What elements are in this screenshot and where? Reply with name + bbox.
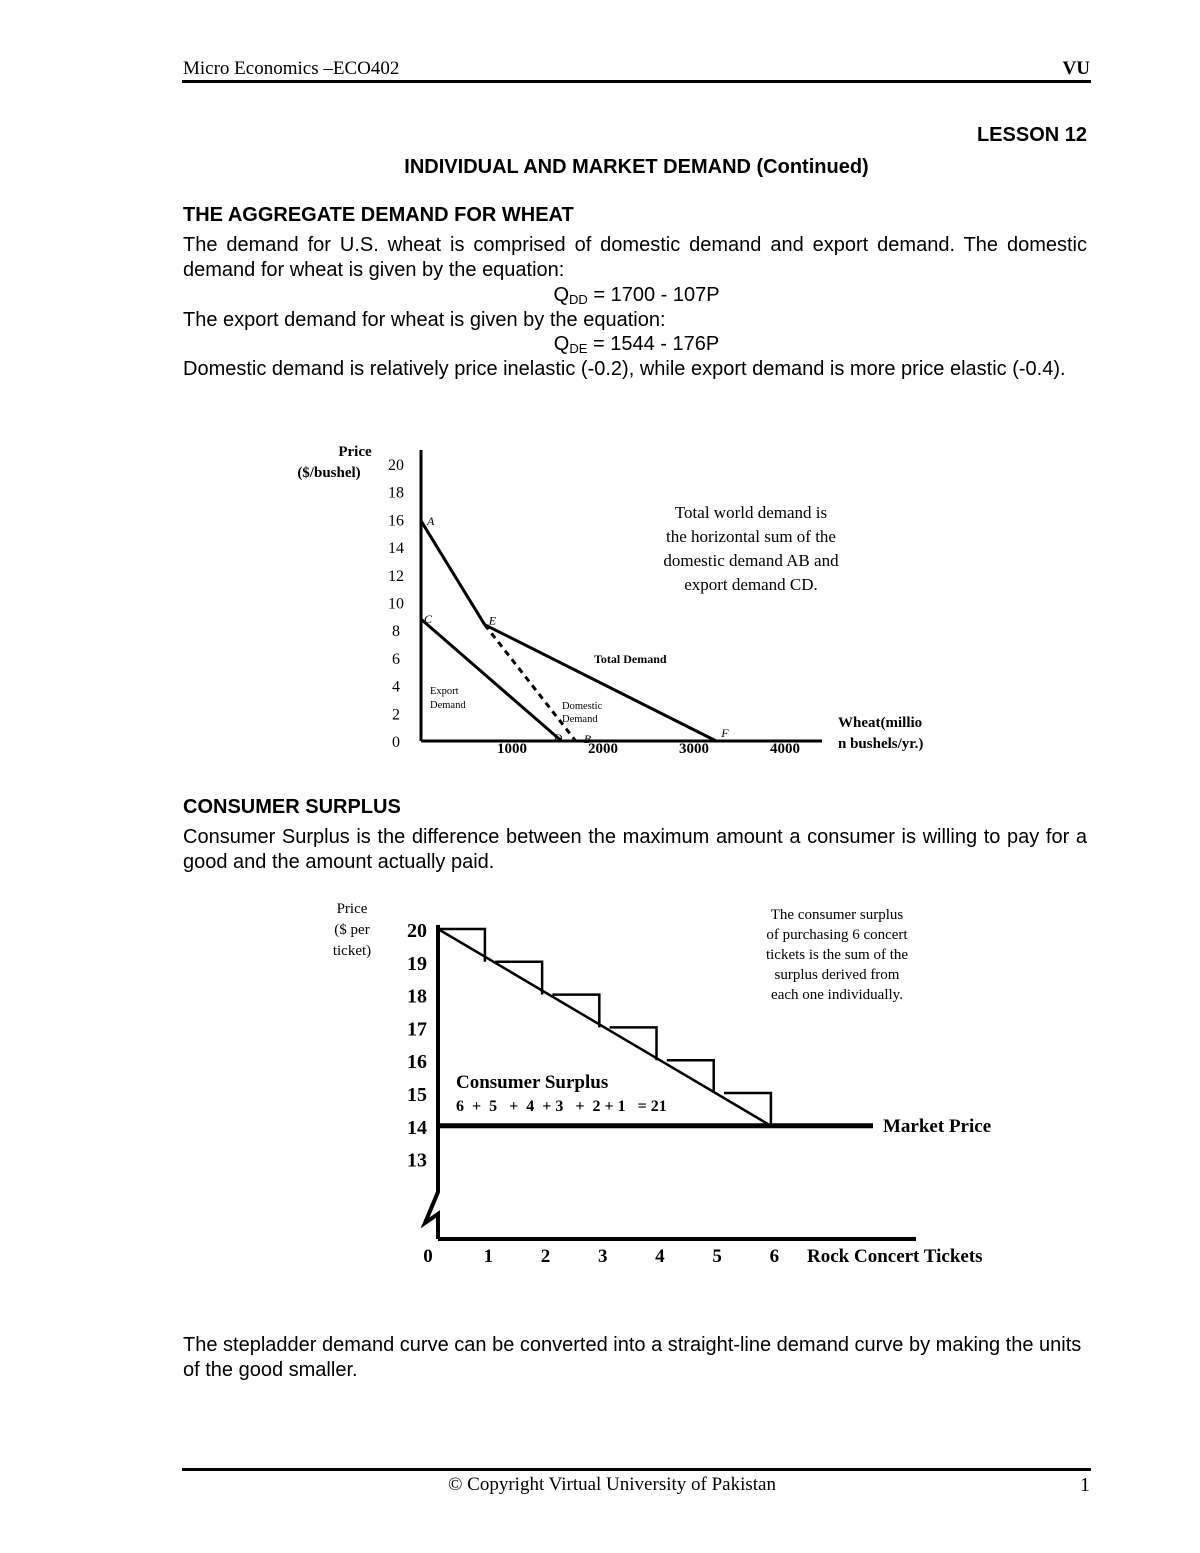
chart1-ylabel-line1: Price [338,444,372,460]
eq1-subscript: DD [569,292,588,307]
chart1-xlabel-line1: Wheat(millio [838,715,923,731]
consumer-surplus-sum: 6 + 5 + 4 + 3 + 2 + 1 = 21 [456,1098,667,1115]
chart2-x-ticks [423,1246,779,1267]
chart1-y-tick-label: 8 [392,623,400,641]
para-stepladder: The stepladder demand curve can be converted into a straight-line demand curve by making the units of the good smaller. [183,1334,1082,1381]
chart1-y-tick-label: 20 [388,457,404,474]
point-label-f: F [721,726,729,740]
heading-consumer-surplus: CONSUMER SURPLUS [183,796,401,818]
chart2-ylabel-line: ($ per [334,922,370,938]
footer-page-number: 1 [1080,1474,1090,1496]
header-brand: VU [1062,58,1090,79]
para-export-intro: The export demand for wheat is given by the equation: [183,309,666,331]
chart2-x-tick-label: 5 [712,1246,722,1267]
chart2-y-tick-label: 17 [407,1018,427,1041]
chart2-y-ticks [407,920,427,1172]
export-demand-label-line1: Export [430,686,459,697]
chart1-y-tick-label: 14 [388,540,404,558]
chart1-y-tick-label: 6 [392,650,400,668]
total-demand-label: Total Demand [594,652,667,666]
eq2-subscript: DE [569,341,588,356]
chart1-x-tick-label: 3000 [679,741,709,757]
chart1-annotation-line: domestic demand AB and [663,551,839,570]
chart2-y-tick-label: 15 [407,1084,427,1106]
domestic-demand-label-line2: Demand [562,714,598,725]
footer-copyright: © Copyright Virtual University of Pakistan [447,1474,776,1495]
chart2-x-tick-label: 6 [769,1246,780,1267]
chart2-y-tick-label: 20 [407,920,427,942]
point-label-d: D [553,731,563,745]
chart2-annotation-line: of purchasing 6 concert [766,927,908,943]
chart2-x-tick-label: 2 [540,1246,551,1267]
chart2-x-tick-label: 0 [423,1246,433,1267]
point-label-e: E [488,613,497,628]
chart1-y-tick-label: 4 [392,678,400,696]
chart2-annotation-line: each one individually. [771,987,903,1003]
eq2-rhs: = 1544 - 176P [587,333,720,355]
chart1-y-tick-label: 12 [388,567,404,585]
chart2-y-tick-label: 16 [407,1051,427,1074]
chart2-annotation-line: tickets is the sum of the [765,947,909,963]
market-price-label: Market Price [883,1115,992,1137]
page-title: INDIVIDUAL AND MARKET DEMAND (Continued) [404,156,869,178]
chart1-y-tick-label: 18 [388,484,404,502]
chart2-x-tick-label: 3 [597,1246,608,1267]
chart2-xlabel: Rock Concert Tickets [807,1246,983,1267]
chart2-x-tick-label: 4 [655,1246,665,1267]
chart1-y-tick-label: 16 [388,512,404,530]
chart2-ylabel-line: ticket) [332,943,372,959]
chart2-y-tick-label: 14 [407,1116,427,1139]
chart1-annotation-line: Total world demand is [674,503,828,522]
eq1-rhs: = 1700 - 107P [587,284,720,306]
chart1-y-tick-label: 0 [392,734,400,751]
chart1-y-tick-label: 2 [392,706,400,724]
chart2-ylabel [333,901,371,959]
consumer-surplus-title: Consumer Surplus [456,1072,609,1093]
chart2-y-tick-label: 13 [407,1149,427,1172]
point-label-a: A [427,513,435,528]
chart1-x-tick-label: 4000 [770,741,800,757]
point-label-b: B [583,732,592,746]
chart1-ylabel-line2: ($/bushel) [297,465,361,481]
chart2-x-tick-label: 1 [483,1246,494,1267]
chart1-annotation-line: export demand CD. [684,575,818,594]
lesson-label: LESSON 12 [976,124,1087,146]
heading-aggregate-demand: THE AGGREGATE DEMAND FOR WHEAT [183,204,574,226]
export-demand-label-line2: Demand [430,700,466,711]
chart1-y-tick-label: 10 [388,595,404,613]
eq1-lhs: Q [553,284,569,306]
para-elasticity: Domestic demand is relatively price inelastic (-0.2), while export demand is more price elastic (-0.4). [183,358,1066,380]
straight-demand-line [438,929,771,1126]
chart2-annotation-line: surplus derived from [774,967,900,983]
chart2-y-tick-label: 18 [407,985,427,1008]
chart1-x-tick-label: 1000 [497,741,527,757]
footer-rule [182,1468,1091,1471]
point-label-c: C [424,612,433,627]
chart2-y-tick-label: 19 [407,952,427,975]
chart1-xlabel-line2: n bushels/yr.) [838,736,924,752]
eq2-lhs: Q [553,333,570,355]
chart1-x-tick-label: 2000 [588,741,618,757]
chart1-annotation-line: the horizontal sum of the [666,527,836,546]
para-consumer-surplus: Consumer Surplus is the difference between the maximum amount a consumer is willing to pay for a good and the amount actually paid. [183,826,1087,873]
header-course: Micro Economics –ECO402 [183,58,400,79]
chart2-ylabel-line: Price [336,901,368,917]
chart2-annotation-line: The consumer surplus [770,907,904,923]
para-wheat-intro: The demand for U.S. wheat is comprised of domestic demand and export demand. The domestic demand for wheat is given by the equation: [183,234,1087,281]
domestic-demand-label-line1: Domestic [562,701,603,712]
